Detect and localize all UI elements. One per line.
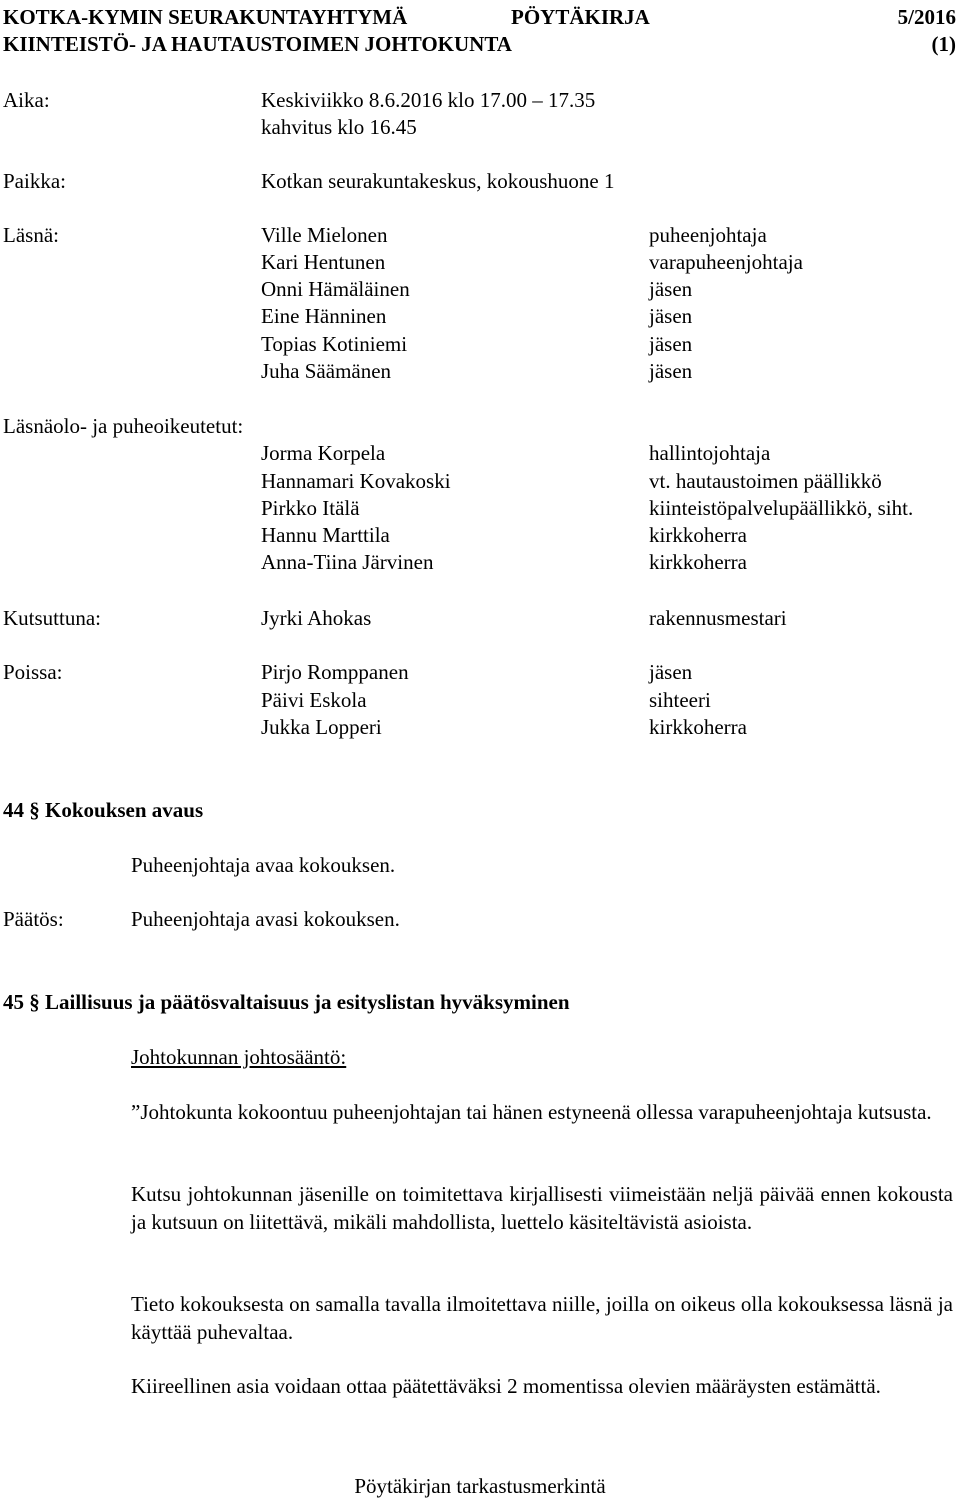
time-label: Aika:	[3, 88, 50, 112]
rules-paragraph: Kiireellinen asia voidaan ottaa päätettäväksi 2 momentissa olevien määräysten estämättä.	[131, 1374, 881, 1398]
organization-name: KOTKA-KYMIN SEURAKUNTAYHTYMÄ	[3, 5, 408, 29]
entitled-role: kirkkoherra	[649, 550, 747, 574]
decision-label: Päätös:	[3, 907, 64, 931]
entitled-name: Pirkko Itälä	[261, 496, 360, 520]
entitled-label: Läsnäolo- ja puheoikeutetut:	[3, 414, 244, 438]
time-value: Keskiviikko 8.6.2016 klo 17.00 – 17.35	[261, 88, 596, 112]
document-number: 5/2016	[897, 5, 956, 29]
member-name: Eine Hänninen	[261, 304, 387, 328]
entitled-role: vt. hautaustoimen päällikkö	[649, 469, 882, 493]
absent-role: kirkkoherra	[649, 715, 747, 739]
entitled-role: kiinteistöpalvelupäällikkö, siht.	[649, 496, 914, 520]
member-name: Onni Hämäläinen	[261, 277, 410, 301]
member-role: jäsen	[649, 304, 693, 328]
member-role: varapuheenjohtaja	[649, 250, 803, 274]
document-type: PÖYTÄKIRJA	[511, 5, 650, 29]
section-44-text: Puheenjohtaja avaa kokouksen.	[131, 853, 396, 877]
section-45-title: 45 § Laillisuus ja päätösvaltaisuus ja esityslistan hyväksyminen	[3, 990, 570, 1014]
entitled-role: hallintojohtaja	[649, 441, 771, 465]
absent-name: Päivi Eskola	[261, 688, 367, 712]
absent-label: Poissa:	[3, 660, 63, 684]
member-name: Kari Hentunen	[261, 250, 386, 274]
absent-name: Jukka Lopperi	[261, 715, 382, 739]
absent-name: Pirjo Romppanen	[261, 660, 409, 684]
absent-role: jäsen	[649, 660, 693, 684]
place-label: Paikka:	[3, 169, 66, 193]
rules-paragraph: Tieto kokouksesta on samalla tavalla ilmoitettava niille, joilla on oikeus olla kokouksessa läsnä ja käyttää puhevaltaa.	[131, 1292, 953, 1344]
absent-role: sihteeri	[649, 688, 711, 712]
member-role: jäsen	[649, 359, 693, 383]
member-name: Ville Mielonen	[261, 223, 388, 247]
present-label: Läsnä:	[3, 223, 59, 247]
entitled-name: Anna-Tiina Järvinen	[261, 550, 434, 574]
member-role: jäsen	[649, 332, 693, 356]
member-name: Topias Kotiniemi	[261, 332, 408, 356]
coffee-time: kahvitus klo 16.45	[261, 115, 417, 139]
board-name: KIINTEISTÖ- JA HAUTAUSTOIMEN JOHTOKUNTA	[3, 32, 512, 56]
invited-name: Jyrki Ahokas	[261, 606, 372, 630]
member-name: Juha Säämänen	[261, 359, 392, 383]
entitled-name: Hannu Marttila	[261, 523, 390, 547]
decision-text: Puheenjohtaja avasi kokouksen.	[131, 907, 400, 931]
entitled-name: Hannamari Kovakoski	[261, 469, 451, 493]
footer-text: Pöytäkirjan tarkastusmerkintä	[354, 1474, 606, 1498]
rules-subheading: Johtokunnan johtosääntö:	[131, 1045, 347, 1069]
invited-label: Kutsuttuna:	[3, 606, 101, 630]
entitled-name: Jorma Korpela	[261, 441, 386, 465]
page-number: (1)	[931, 32, 956, 56]
section-44-title: 44 § Kokouksen avaus	[3, 798, 204, 822]
member-role: puheenjohtaja	[649, 223, 767, 247]
rules-paragraph: Kutsu johtokunnan jäsenille on toimitettava kirjallisesti viimeistään neljä päivää ennen kokousta ja kutsuun on liitettävä, mikäli mahdollista, luettelo käsiteltävistä asioista.	[131, 1182, 953, 1234]
invited-role: rakennusmestari	[649, 606, 787, 630]
member-role: jäsen	[649, 277, 693, 301]
entitled-role: kirkkoherra	[649, 523, 747, 547]
rules-paragraph: ”Johtokunta kokoontuu puheenjohtajan tai hänen estyneenä ollessa varapuheenjohtaja kutsusta.	[131, 1100, 932, 1124]
place-value: Kotkan seurakuntakeskus, kokoushuone 1	[261, 169, 615, 193]
